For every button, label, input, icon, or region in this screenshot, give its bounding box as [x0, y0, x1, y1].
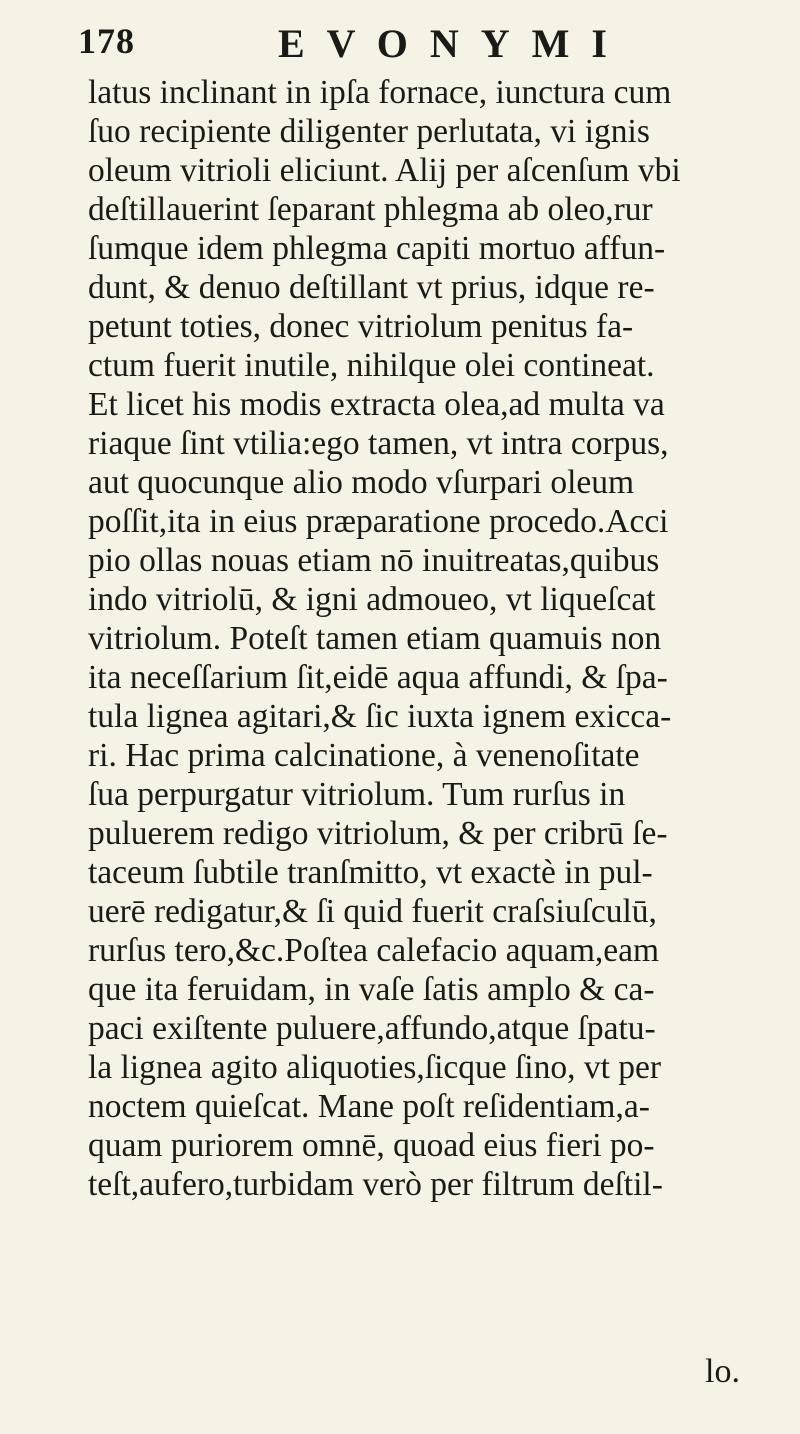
text-line: aut quocunque alio modo vſurpari oleum — [88, 464, 635, 501]
text-line: que ita feruidam, in vaſe ſatis amplo & ca- — [88, 971, 655, 1008]
text-line: petunt toties, donec vitriolum penitus fa- — [88, 308, 634, 345]
text-line: pio ollas nouas etiam nō inuitreatas,quibus — [88, 542, 660, 579]
text-line: taceum ſubtile tranſmitto, vt exactè in pul- — [88, 854, 653, 891]
text-line: riaque ſint vtilia:ego tamen, vt intra corpus, — [88, 425, 669, 462]
page-number: 178 — [78, 21, 135, 61]
body-text — [88, 73, 788, 1204]
text-line: ctum fuerit inutile, nihilque olei contineat. — [88, 347, 655, 384]
text-line: tula lignea agitari,& ſic iuxta ignem exicca- — [88, 698, 672, 735]
text-line: rurſus tero,&c.Poſtea calefacio aquam,eam — [88, 932, 660, 969]
catchword: lo. — [705, 1353, 740, 1390]
text-line: poſſit,ita in eius præparatione procedo.Acci — [88, 503, 669, 540]
text-line: teſt,aufero,turbidam verò per filtrum deſtil- — [88, 1166, 663, 1203]
text-line: puluerem redigo vitriolum, & per cribrū ſe- — [88, 815, 668, 852]
text-line: quam puriorem omnē, quoad eius fieri po- — [88, 1127, 655, 1164]
text-line: ſua perpurgatur vitriolum. Tum rurſus in — [88, 776, 626, 813]
running-head: EVONYMI — [278, 21, 629, 66]
text-line: Et licet his modis extracta olea,ad multa va — [88, 386, 665, 423]
text-line: ita neceſſarium ſit,eidē aqua affundi, & ſpa- — [88, 659, 668, 696]
page-header — [78, 14, 768, 74]
text-line: ſuo recipiente diligenter perlutata, vi ignis — [88, 113, 650, 150]
text-line: dunt, & denuo deſtillant vt prius, idque re- — [88, 269, 655, 306]
text-line: deſtillauerint ſeparant phlegma ab oleo,rur — [88, 191, 653, 228]
text-line: la lignea agito aliquoties,ſicque ſino, vt per — [88, 1049, 662, 1086]
text-line: ri. Hac prima calcinatione, à venenoſitate — [88, 737, 640, 774]
text-line: ſumque idem phlegma capiti mortuo affun- — [88, 230, 666, 267]
text-line: oleum vitrioli eliciunt. Alij per aſcenſum vbi — [88, 152, 681, 189]
text-line: paci exiſtente puluere,affundo,atque ſpatu- — [88, 1010, 656, 1047]
text-line: uerē redigatur,& ſi quid fuerit craſsiuſculū, — [88, 893, 657, 930]
text-line: indo vitriolū, & igni admoueo, vt liqueſcat — [88, 581, 656, 618]
text-line: noctem quieſcat. Mane poſt reſidentiam,a- — [88, 1088, 650, 1125]
text-line: vitriolum. Poteſt tamen etiam quamuis non — [88, 620, 662, 657]
text-line: latus inclinant in ipſa fornace, iunctura cum — [88, 74, 672, 111]
